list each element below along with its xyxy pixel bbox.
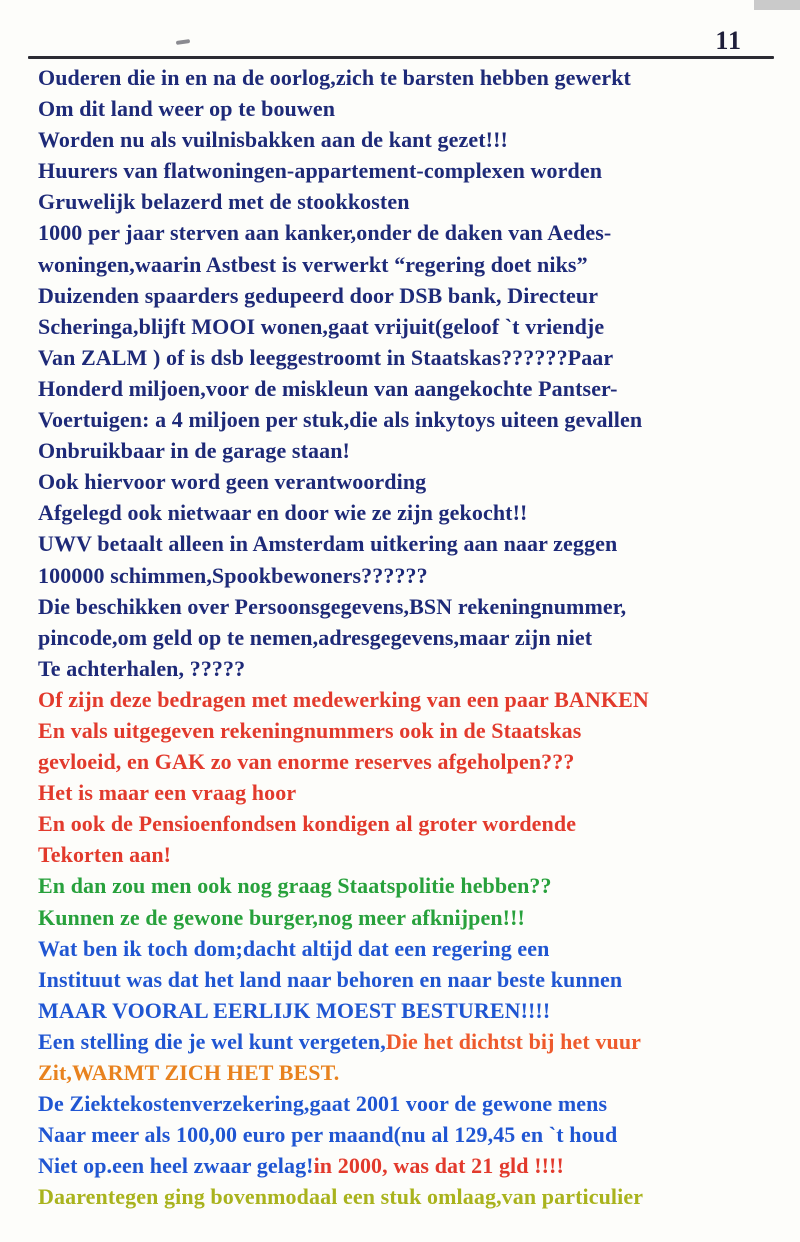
document-body (38, 62, 784, 1212)
text-segment: Onbruikbaar in de garage staan! (38, 438, 350, 464)
text-segment: 100000 schimmen,Spookbewoners?????? (38, 562, 428, 588)
text-line (38, 1057, 784, 1088)
text-line (38, 435, 784, 466)
text-segment: Ook hiervoor word geen verantwoording (38, 469, 427, 495)
text-line (38, 964, 784, 995)
text-segment: En vals uitgegeven rekeningnummers ook in de Staatskas (38, 717, 582, 743)
text-segment: woningen,waarin Astbest is verwerkt “regering doet niks” (38, 251, 588, 277)
text-segment: Om dit land weer op te bouwen (38, 96, 336, 122)
text-line (38, 342, 784, 373)
text-segment: Voertuigen: a 4 miljoen per stuk,die als inkytoys uiteen gevallen (38, 407, 643, 433)
text-segment: Naar meer als 100,00 euro per maand(nu al 129,45 en `t houd (38, 1122, 618, 1148)
scan-corner-artifact (754, 0, 800, 10)
text-line (38, 466, 784, 497)
text-line (38, 373, 784, 404)
text-line (38, 497, 784, 528)
text-line (38, 93, 784, 124)
text-line (38, 404, 784, 435)
text-line (38, 1026, 784, 1057)
text-line (38, 62, 784, 93)
text-segment: Te achterhalen, ????? (38, 655, 246, 681)
text-segment: En dan zou men ook nog graag Staatspolitie hebben?? (38, 873, 552, 899)
text-line (38, 777, 784, 808)
text-segment: pincode,om geld op te nemen,adresgegevens,maar zijn niet (38, 624, 593, 650)
text-segment: Zit,WARMT ZICH HET BEST. (38, 1060, 340, 1085)
text-segment: Wat ben ik toch dom;dacht altijd dat een regering een (38, 935, 550, 961)
text-line (38, 653, 784, 684)
text-line (38, 808, 784, 839)
text-segment: Duizenden spaarders gedupeerd door DSB bank, Directeur (38, 282, 599, 308)
text-segment: Gruwelijk belazerd met de stookkosten (38, 189, 410, 215)
text-line (38, 684, 784, 715)
text-line (38, 1181, 784, 1212)
text-segment: Daarentegen ging bovenmodaal een stuk omlaag,van particulier (38, 1184, 644, 1210)
text-line (38, 186, 784, 217)
text-segment: Ouderen die in en na de oorlog,zich te barsten hebben gewerkt (38, 65, 631, 90)
text-segment: Kunnen ze de gewone burger,nog meer afknijpen!!! (38, 904, 525, 930)
text-segment: Afgelegd ook nietwaar en door wie ze zijn gekocht!! (38, 500, 528, 526)
text-segment: Tekorten aan! (38, 842, 172, 868)
text-line (38, 155, 784, 186)
text-line (38, 1088, 784, 1119)
text-line (38, 870, 784, 901)
text-segment: gevloeid, en GAK zo van enorme reserves afgeholpen??? (38, 749, 575, 775)
text-segment: Van ZALM ) of is dsb leeggestroomt in Staatskas??????Paar (38, 344, 614, 370)
text-segment: 1000 per jaar sterven aan kanker,onder de daken van Aedes- (38, 220, 612, 246)
text-segment: Honderd miljoen,voor de miskleun van aangekochte Pantser- (38, 375, 618, 401)
text-segment: Of zijn deze bedragen met medewerking van een paar BANKEN (38, 686, 649, 712)
scan-artifact (176, 39, 190, 45)
text-segment: Worden nu als vuilnisbakken aan de kant gezet!!! (38, 127, 508, 153)
text-line (38, 995, 784, 1026)
text-line (38, 249, 784, 280)
text-line (38, 280, 784, 311)
text-line (38, 933, 784, 964)
text-segment: Scheringa,blijft MOOI wonen,gaat vrijuit(geloof `t vriendje (38, 313, 605, 339)
text-segment: Het is maar een vraag hoor (38, 780, 297, 806)
text-segment: Huurers van flatwoningen-appartement-complexen worden (38, 158, 603, 184)
text-segment: MAAR VOORAL EERLIJK MOEST BESTUREN!!!! (38, 997, 551, 1023)
text-segment: in 2000, was dat 21 gld !!!! (313, 1153, 564, 1179)
text-line (38, 1150, 784, 1181)
text-segment: Die het dichtst bij het vuur (385, 1028, 642, 1054)
text-segment: De Ziektekostenverzekering,gaat 2001 voor de gewone mens (38, 1091, 608, 1117)
text-line (38, 560, 784, 591)
text-line (38, 124, 784, 155)
text-segment: Instituut was dat het land naar behoren en naar beste kunnen (38, 966, 623, 992)
text-segment: Die beschikken over Persoonsgegevens,BSN rekeningnummer, (38, 593, 627, 619)
text-line (38, 839, 784, 870)
header-rule (28, 56, 774, 59)
text-line (38, 311, 784, 342)
text-line (38, 746, 784, 777)
text-line (38, 528, 784, 559)
text-line (38, 902, 784, 933)
text-segment: Een stelling die je wel kunt vergeten, (38, 1028, 386, 1054)
text-line (38, 1119, 784, 1150)
text-line (38, 715, 784, 746)
text-segment: Niet op.een heel zwaar gelag! (38, 1153, 314, 1179)
text-line (38, 591, 784, 622)
text-line (38, 622, 784, 653)
text-segment: UWV betaalt alleen in Amsterdam uitkering aan naar zeggen (38, 531, 618, 557)
text-line (38, 217, 784, 248)
text-segment: En ook de Pensioenfondsen kondigen al groter wordende (38, 811, 577, 837)
page-number: 11 (715, 26, 742, 55)
